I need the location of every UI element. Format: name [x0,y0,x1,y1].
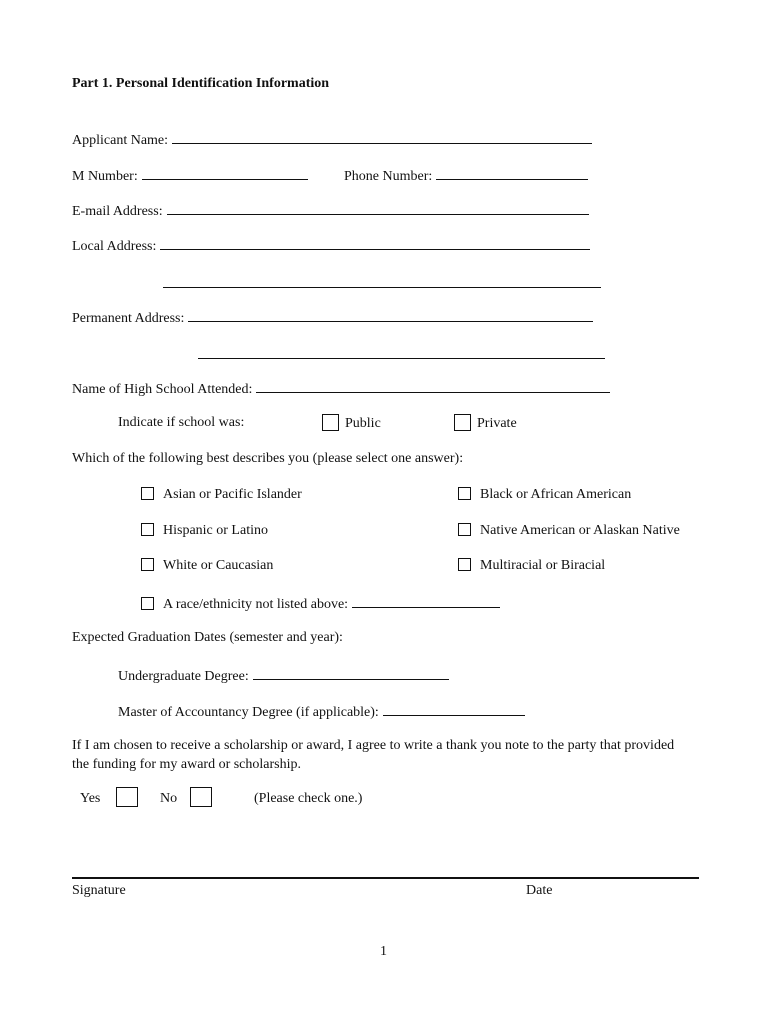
local-address-label: Local Address: [72,239,157,254]
email-row [72,200,589,221]
high-school-field[interactable] [256,378,610,393]
permanent-address-line-2[interactable] [198,358,605,359]
asian-label: Asian or Pacific Islander [163,487,302,502]
asian-checkbox[interactable] [141,487,154,500]
check-instruction: (Please check one.) [254,791,363,806]
school-private-option [454,414,517,433]
ethnicity-option-native [458,522,680,540]
white-checkbox[interactable] [141,558,154,571]
public-label: Public [345,416,381,431]
private-checkbox[interactable] [454,414,471,431]
signature-label: Signature [72,883,126,898]
permanent-address-label: Permanent Address: [72,311,185,326]
no-option [160,790,177,808]
native-checkbox[interactable] [458,523,471,536]
ethnicity-option-black [458,486,631,504]
school-type-prompt: Indicate if school was: [118,415,245,430]
masters-field[interactable] [383,701,525,716]
permanent-address-field[interactable] [188,307,593,322]
email-label: E-mail Address: [72,204,163,219]
masters-row [118,701,525,722]
phone-number-row [344,165,588,186]
graduation-prompt: Expected Graduation Dates (semester and year): [72,630,343,645]
native-label: Native American or Alaskan Native [480,523,680,538]
ethnicity-option-multiracial [458,557,605,575]
page-title: Part 1. Personal Identification Information [72,76,330,91]
yes-checkbox[interactable] [116,787,138,807]
m-number-label: M Number: [72,169,138,184]
m-number-field[interactable] [142,165,308,180]
black-label: Black or African American [480,487,632,502]
yes-option [80,790,100,808]
masters-label: Master of Accountancy Degree (if applicable): [118,705,379,720]
ethnicity-prompt: Which of the following best describes you (please select one answer): [72,451,464,466]
no-label: No [160,791,178,806]
local-address-field[interactable] [160,235,590,250]
other-label: A race/ethnicity not listed above: [163,597,349,612]
private-label: Private [477,416,517,431]
public-checkbox[interactable] [322,414,339,431]
ethnicity-option-hispanic [141,522,268,540]
school-public-option [322,414,381,433]
multiracial-label: Multiracial or Biracial [480,558,606,573]
ethnicity-option-white [141,557,273,575]
high-school-label: Name of High School Attended: [72,382,253,397]
undergraduate-field[interactable] [253,665,449,680]
ethnicity-option-other [141,593,500,614]
local-address-row [72,235,590,256]
yes-label: Yes [80,791,101,806]
page-number: 1 [380,944,387,959]
other-checkbox[interactable] [141,597,154,610]
permanent-address-row [72,307,593,328]
signature-line[interactable] [72,877,699,879]
applicant-name-label: Applicant Name: [72,133,169,148]
hispanic-label: Hispanic or Latino [163,523,268,538]
multiracial-checkbox[interactable] [458,558,471,571]
undergraduate-row [118,665,449,686]
high-school-row [72,378,610,399]
undergraduate-label: Undergraduate Degree: [118,669,249,684]
agreement-text: If I am chosen to receive a scholarship or award, I agree to write a thank you note to the party that provided the funding for my award or scholarship. [72,738,675,772]
white-label: White or Caucasian [163,558,274,573]
phone-number-field[interactable] [436,165,588,180]
no-checkbox[interactable] [190,787,212,807]
phone-number-label: Phone Number: [344,169,433,184]
applicant-name-row [72,129,592,150]
local-address-line-2[interactable] [163,287,601,288]
ethnicity-option-asian [141,486,302,504]
black-checkbox[interactable] [458,487,471,500]
hispanic-checkbox[interactable] [141,523,154,536]
other-ethnicity-field[interactable] [352,593,500,608]
email-field[interactable] [167,200,589,215]
m-number-row [72,165,308,186]
applicant-name-field[interactable] [172,129,592,144]
date-label: Date [526,883,553,898]
